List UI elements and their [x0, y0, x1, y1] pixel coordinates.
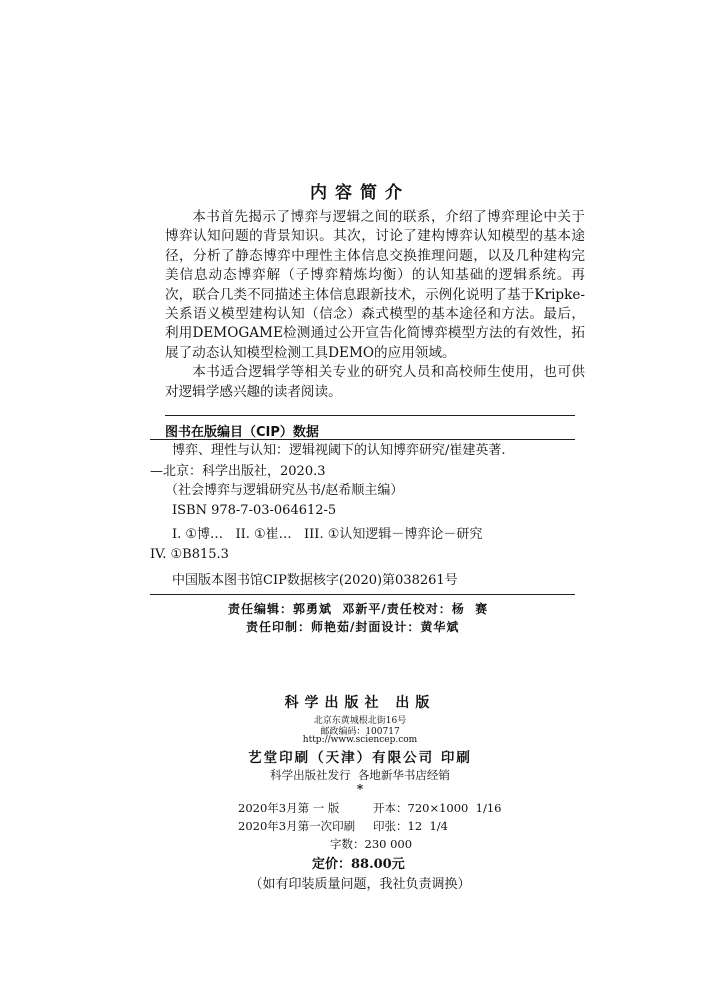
summary-paragraph-2: 本书适合逻辑学等相关专业的研究人员和高校师生使用，也可供对逻辑学感兴趣的读者阅读。	[165, 364, 585, 400]
cip-isbn: ISBN 978-7-03-064612-5	[172, 503, 337, 518]
editor-credits: 责任编辑：郭勇斌 邓新平/责任校对：杨 赛	[228, 602, 489, 616]
format-info: 开本：720×1000 1/16	[373, 801, 502, 815]
publisher-website: http://www.sciencep.com	[302, 735, 418, 745]
publisher-name: 科学出版社 出版	[284, 695, 436, 711]
printer-name: 艺堂印刷（天津）有限公司 印刷	[248, 750, 472, 766]
cip-classification: I. ①博… II. ①崔… III. ①认知逻辑－博弈论－研究	[172, 527, 483, 542]
cip-publisher-line: —北京：科学出版社，2020.3	[150, 464, 326, 479]
cip-top-rule	[165, 415, 575, 416]
quality-note: （如有印装质量问题，我社负责调换）	[249, 877, 471, 892]
price: 定价：88.00元	[312, 857, 405, 872]
cip-series-line: （社会博弈与逻辑研究丛书/赵希顺主编）	[165, 483, 404, 498]
cip-verification: 中国版本图书馆CIP数据核字(2020)第038261号	[172, 573, 458, 588]
summary-body	[165, 208, 585, 402]
cip-bottom-rule	[150, 594, 575, 595]
printing-info: 2020年3月第一次印刷	[238, 819, 356, 833]
publisher-postcode: 邮政编码：100717	[320, 727, 400, 737]
cip-title-rule	[150, 439, 575, 440]
cip-book-line: 博弈、理性与认知：逻辑视阈下的认知博弈研究/崔建英著.	[172, 443, 506, 458]
production-credits: 责任印制：师艳茹/封面设计：黄华斌	[246, 620, 460, 634]
summary-paragraph-1: 本书首先揭示了博弈与逻辑之间的联系，介绍了博弈理论中关于博弈认知问题的背景知识。其次，讨论了建构博弈认知模型的基本途径，分析了静态博弈中理性主体信息交换推理问题，以及几种建构完美信息动态博弈解（子博弈精炼均衡）的认知基础的逻辑系统。再次，联合几类不同描述主体信息跟新技术，示例化说明了基于Kripke-关系语义模型建构认知（信念）森式模型的基本途径和方法。最后，利用DEMOGAME检测通过公开宣告化简博弈模型方法的有效性，拓展了动态认知模型检测工具DEMO的应用领域。	[165, 209, 585, 361]
sheets-info: 印张：12 1/4	[373, 819, 448, 833]
distribution-line: 科学出版社发行 各地新华书店经销	[270, 768, 450, 782]
word-count: 字数：230 000	[330, 837, 413, 851]
cip-title: 图书在版编目（CIP）数据	[165, 425, 319, 440]
edition-info: 2020年3月第 一 版	[238, 801, 340, 815]
separator-star: *	[356, 782, 364, 796]
publisher-address: 北京东黄城根北街16号	[313, 716, 407, 726]
summary-heading: 内容简介	[310, 183, 410, 203]
cip-classification-iv: IV. ①B815.3	[150, 547, 229, 562]
